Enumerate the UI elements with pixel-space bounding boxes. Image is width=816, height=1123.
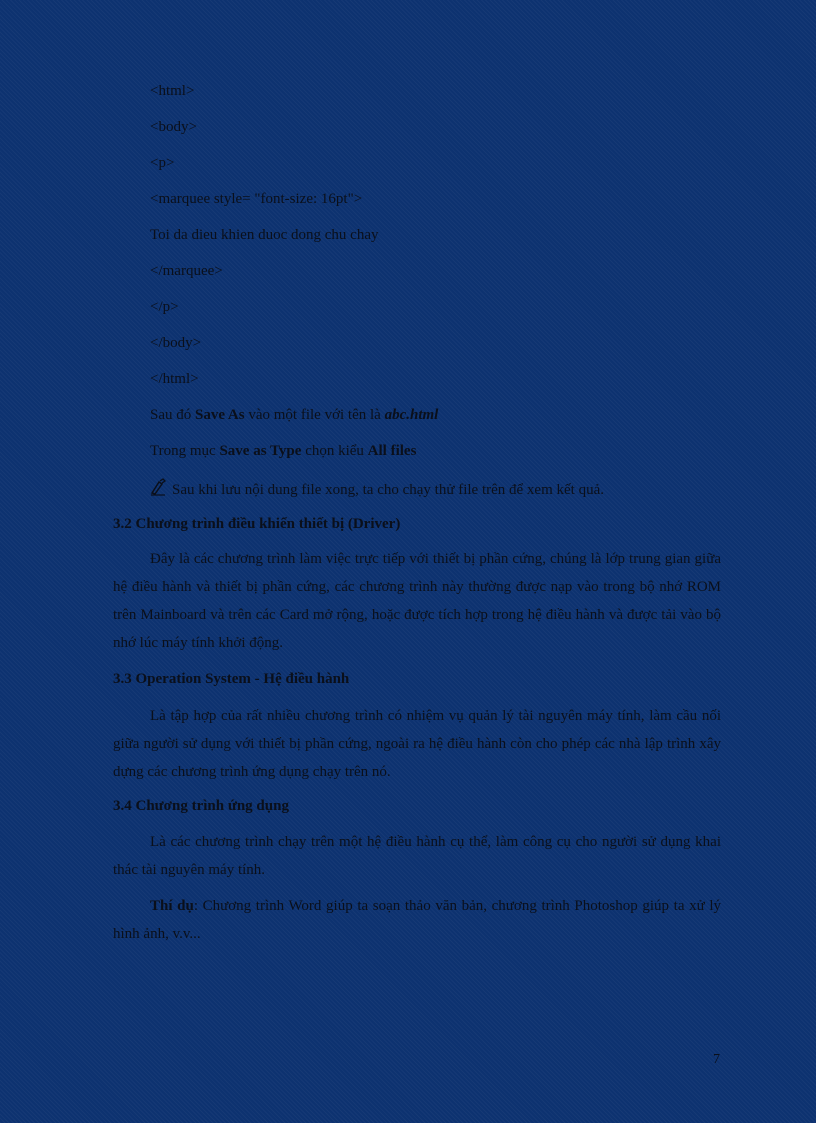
code-line: </body> (150, 335, 202, 351)
save-as-type-label: Save as Type (219, 443, 302, 459)
section-heading-os: 3.3 Operation System - Hệ điều hành (113, 671, 350, 687)
code-line: </html> (150, 371, 199, 387)
code-line: <marquee style= "font-size: 16pt"> (150, 191, 363, 207)
note-text: Sau khi lưu nội dung file xong, ta cho chạy thử file trên để xem kết quả. (172, 482, 604, 498)
all-files-label: All files (367, 443, 417, 459)
save-as-pre: Sau đó (150, 407, 195, 423)
save-as-mid: vào một file với tên là (244, 407, 385, 423)
code-line: </p> (150, 299, 179, 315)
save-as-label: Save As (195, 407, 245, 423)
code-line: </marquee> (150, 263, 223, 279)
code-line: <body> (150, 119, 197, 135)
code-line: Toi da dieu khien duoc dong chu chay (150, 227, 379, 243)
filename: abc.html (384, 407, 439, 423)
page-number: 7 (713, 1052, 720, 1067)
code-line: <p> (150, 155, 175, 171)
save-type-mid: chọn kiểu (301, 443, 368, 459)
example-label: Thí dụ (150, 898, 194, 914)
section-body-application: Là các chương trình chạy trên một hệ điều hành cụ thể, làm công cụ cho người sử dụng khai thác tài nguyên máy tính. (113, 834, 721, 878)
code-line: <html> (150, 83, 195, 99)
note-line (150, 478, 604, 500)
example-paragraph (113, 892, 721, 948)
section-heading-application: 3.4 Chương trình ứng dụng (113, 798, 289, 814)
example-text: : Chương trình Word giúp ta soạn thảo văn bản, chương trình Photoshop giúp ta xử lý hình ảnh, v.v... (113, 898, 722, 942)
save-as-instruction (150, 405, 438, 425)
writing-hand-icon (150, 478, 168, 496)
save-type-instruction (150, 441, 416, 461)
section-heading-driver: 3.2 Chương trình điều khiển thiết bị (Driver) (113, 516, 401, 532)
section-body-os: Là tập hợp của rất nhiều chương trình có nhiệm vụ quản lý tài nguyên máy tính, làm cầu nối giữa người sử dụng với thiết bị phần cứng, ngoài ra hệ điều hành còn cho phép các nhà lập trình xây dựng các chương trình ứng dụng chạy trên nó. (113, 708, 721, 780)
section-body-driver: Đây là các chương trình làm việc trực tiếp với thiết bị phần cứng, chúng là lớp trung gian giữa hệ điều hành và thiết bị phần cứng, các chương trình này thường được nạp vào trong bộ nhớ ROM trên Mainboard và trên các Card mở rộng, hoặc được tích hợp trong hệ điều hành và được tải vào bộ nhớ lúc máy tính khởi động. (113, 551, 721, 651)
save-type-pre: Trong mục (150, 443, 220, 459)
